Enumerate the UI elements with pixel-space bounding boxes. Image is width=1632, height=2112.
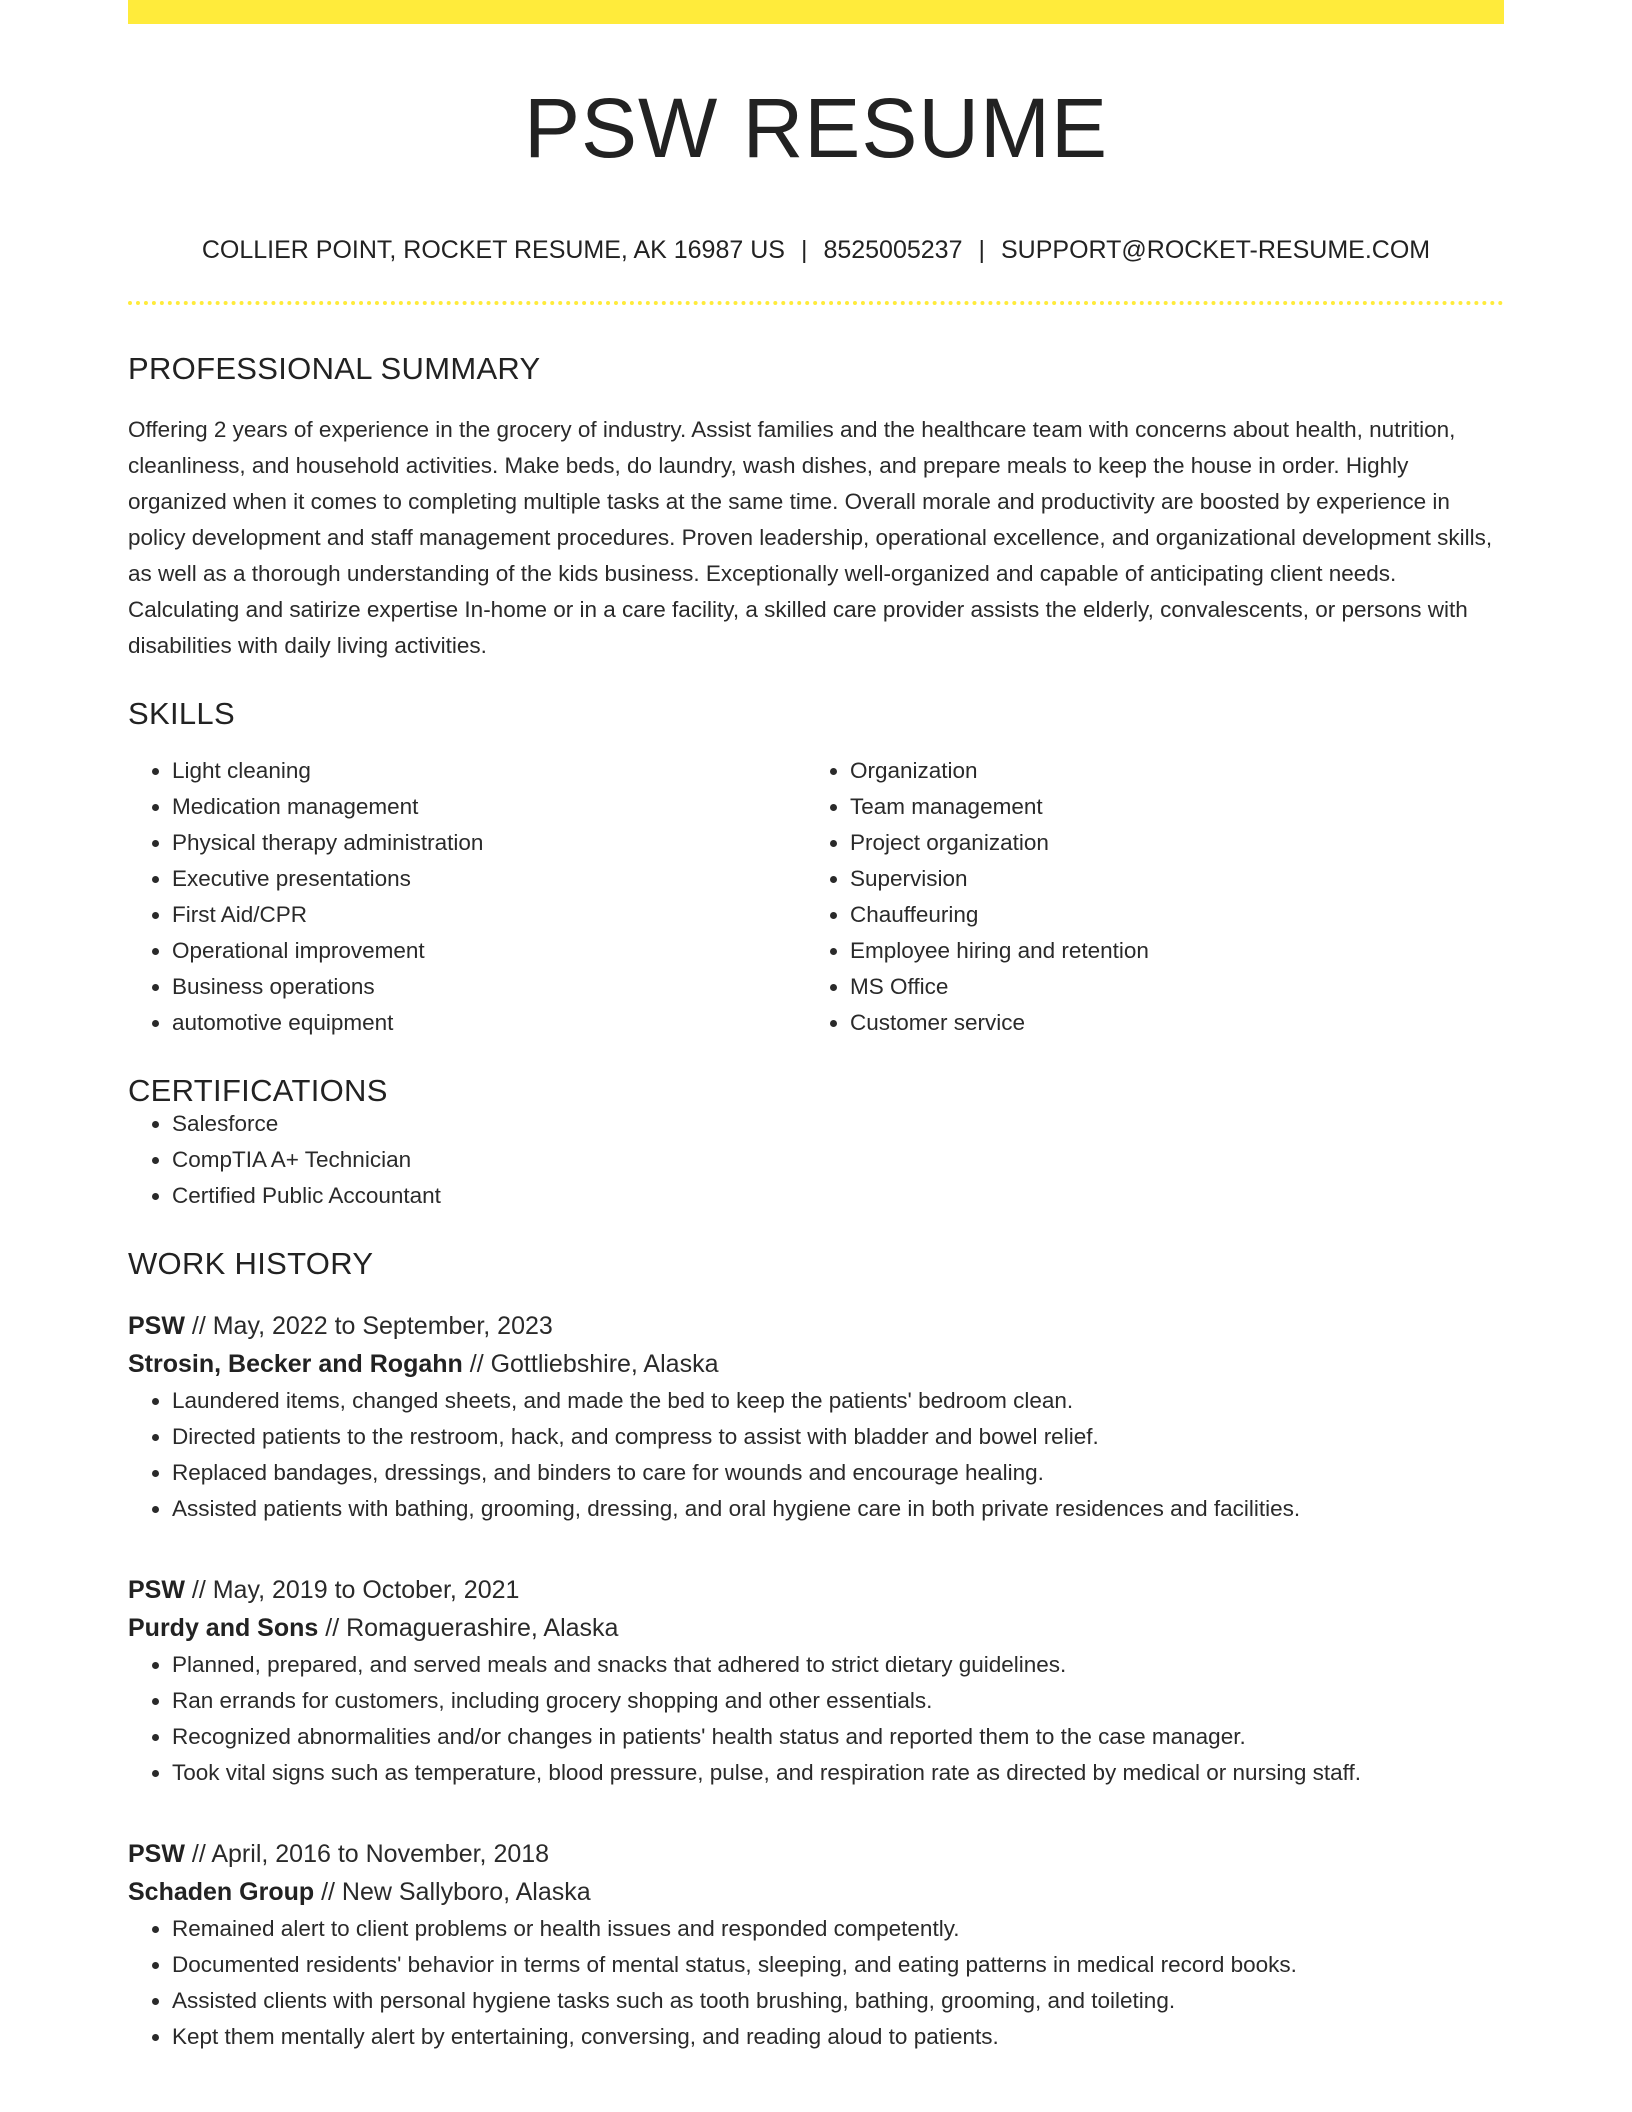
skill-item: • Physical therapy administration — [172, 825, 806, 861]
job-duty-item: • Replaced bandages, dressings, and binders to care for wounds and encourage healing. — [172, 1455, 1504, 1491]
skill-item: • Organization — [850, 753, 1484, 789]
summary-text: Offering 2 years of experience in the grocery of industry. Assist families and the healthcare team with concerns about health, nutrition, cleanliness, and household activities. Make beds, do laundry, wash dishes, and prepare meals to keep the house in order. Highly organized when it comes to completing multiple tasks at the same time. Overall morale and productivity are boosted by experience in policy development and staff management procedures. Proven leadership, operational excellence, and organizational development skills, as well as a thorough understanding of the kids business. Exceptionally well-organized and capable of anticipating client needs. Calculating and satirize expertise In-home or in a care facility, a skilled care provider assists the elderly, convalescents, or persons with disabilities with daily living activities. — [128, 417, 1493, 658]
job-role: PSW — [128, 1576, 185, 1604]
job-duty-item: • Assisted patients with bathing, grooming, dressing, and oral hygiene care in both private residences and facilities. — [172, 1491, 1504, 1527]
job-role: PSW — [128, 1312, 185, 1340]
certification-item: • CompTIA A+ Technician — [172, 1142, 1504, 1178]
skill-item: • First Aid/CPR — [172, 897, 806, 933]
resume-content — [128, 0, 1504, 2055]
job-role-line — [128, 1835, 1504, 1873]
skill-item: • Executive presentations — [172, 861, 806, 897]
job-duty-item: • Took vital signs such as temperature, blood pressure, pulse, and respiration rate as directed by medical or nursing staff. — [172, 1755, 1504, 1791]
job-company: Purdy and Sons — [128, 1614, 319, 1642]
skills-grid — [128, 753, 1504, 1041]
skills-list-right — [806, 753, 1484, 1041]
contact-phone: 8525005237 — [823, 236, 963, 264]
contact-address: COLLIER POINT, ROCKET RESUME, AK 16987 US — [201, 236, 785, 264]
skill-item: • Light cleaning — [172, 753, 806, 789]
job-company-line — [128, 1345, 1504, 1383]
skill-item: • Employee hiring and retention — [850, 933, 1484, 969]
skill-item: • Operational improvement — [172, 933, 806, 969]
skill-item: • Medication management — [172, 789, 806, 825]
skill-item: • Business operations — [172, 969, 806, 1005]
job-entry — [128, 1307, 1504, 1527]
job-location: // Gottliebshire, Alaska — [462, 1350, 719, 1378]
job-location: // New Sallyboro, Alaska — [314, 1878, 591, 1906]
job-entry — [128, 1835, 1504, 2055]
job-duty-item: • Kept them mentally alert by entertaining, conversing, and reading aloud to patients. — [172, 2019, 1504, 2055]
job-location: // Romaguerashire, Alaska — [318, 1614, 619, 1642]
job-duties-list — [128, 1647, 1504, 1791]
job-company: Strosin, Becker and Rogahn — [128, 1350, 463, 1378]
job-entry — [128, 1571, 1504, 1791]
skill-item: • MS Office — [850, 969, 1484, 1005]
contact-line — [128, 238, 1504, 263]
job-duty-item: • Documented residents' behavior in terms of mental status, sleeping, and eating patterns in medical record books. — [172, 1947, 1504, 1983]
job-dates: // May, 2019 to October, 2021 — [184, 1576, 520, 1604]
job-role: PSW — [128, 1840, 185, 1868]
job-dates: // May, 2022 to September, 2023 — [184, 1312, 553, 1340]
job-dates: // April, 2016 to November, 2018 — [184, 1840, 550, 1868]
job-duty-item: • Assisted clients with personal hygiene tasks such as tooth brushing, bathing, grooming, and toileting. — [172, 1983, 1504, 2019]
skill-item: • Supervision — [850, 861, 1484, 897]
section-title-summary: PROFESSIONAL SUMMARY — [128, 351, 541, 386]
skill-item: • Project organization — [850, 825, 1484, 861]
contact-separator: | — [800, 236, 808, 264]
section-title-work-history: WORK HISTORY — [128, 1246, 374, 1281]
skill-item: • Chauffeuring — [850, 897, 1484, 933]
job-role-line — [128, 1307, 1504, 1345]
certification-item: • Certified Public Accountant — [172, 1178, 1504, 1214]
skill-item: • Team management — [850, 789, 1484, 825]
contact-separator: | — [978, 236, 985, 264]
job-company-line — [128, 1609, 1504, 1647]
skills-column-left — [128, 753, 806, 1041]
resume-name: PSW RESUME — [523, 81, 1109, 175]
job-duties-list — [128, 1383, 1504, 1527]
job-duty-item: • Ran errands for customers, including grocery shopping and other essentials. — [172, 1683, 1504, 1719]
skill-item: • Customer service — [850, 1005, 1484, 1041]
certification-item: • Salesforce — [172, 1106, 1504, 1142]
skills-list-left — [128, 753, 806, 1041]
accent-top-bar — [128, 0, 1504, 24]
skill-item: • automotive equipment — [172, 1005, 806, 1041]
job-duty-item: • Recognized abnormalities and/or changes in patients' health status and reported them to the case manager. — [172, 1719, 1504, 1755]
section-title-skills: SKILLS — [128, 696, 235, 731]
job-duty-item: • Directed patients to the restroom, hack, and compress to assist with bladder and bowel relief. — [172, 1419, 1504, 1455]
job-duty-item: • Planned, prepared, and served meals and snacks that adhered to strict dietary guidelines. — [172, 1647, 1504, 1683]
dotted-divider — [128, 301, 1504, 305]
job-duties-list — [128, 1911, 1504, 2055]
contact-email: SUPPORT@ROCKET-RESUME.COM — [1000, 236, 1431, 264]
skills-column-right — [806, 753, 1484, 1041]
job-duty-item: • Remained alert to client problems or health issues and responded competently. — [172, 1911, 1504, 1947]
section-title-certifications: CERTIFICATIONS — [128, 1073, 388, 1108]
certifications-list — [128, 1106, 1504, 1214]
job-duty-item: • Laundered items, changed sheets, and made the bed to keep the patients' bedroom clean. — [172, 1383, 1504, 1419]
job-role-line — [128, 1571, 1504, 1609]
job-company: Schaden Group — [128, 1878, 315, 1906]
job-company-line — [128, 1873, 1504, 1911]
